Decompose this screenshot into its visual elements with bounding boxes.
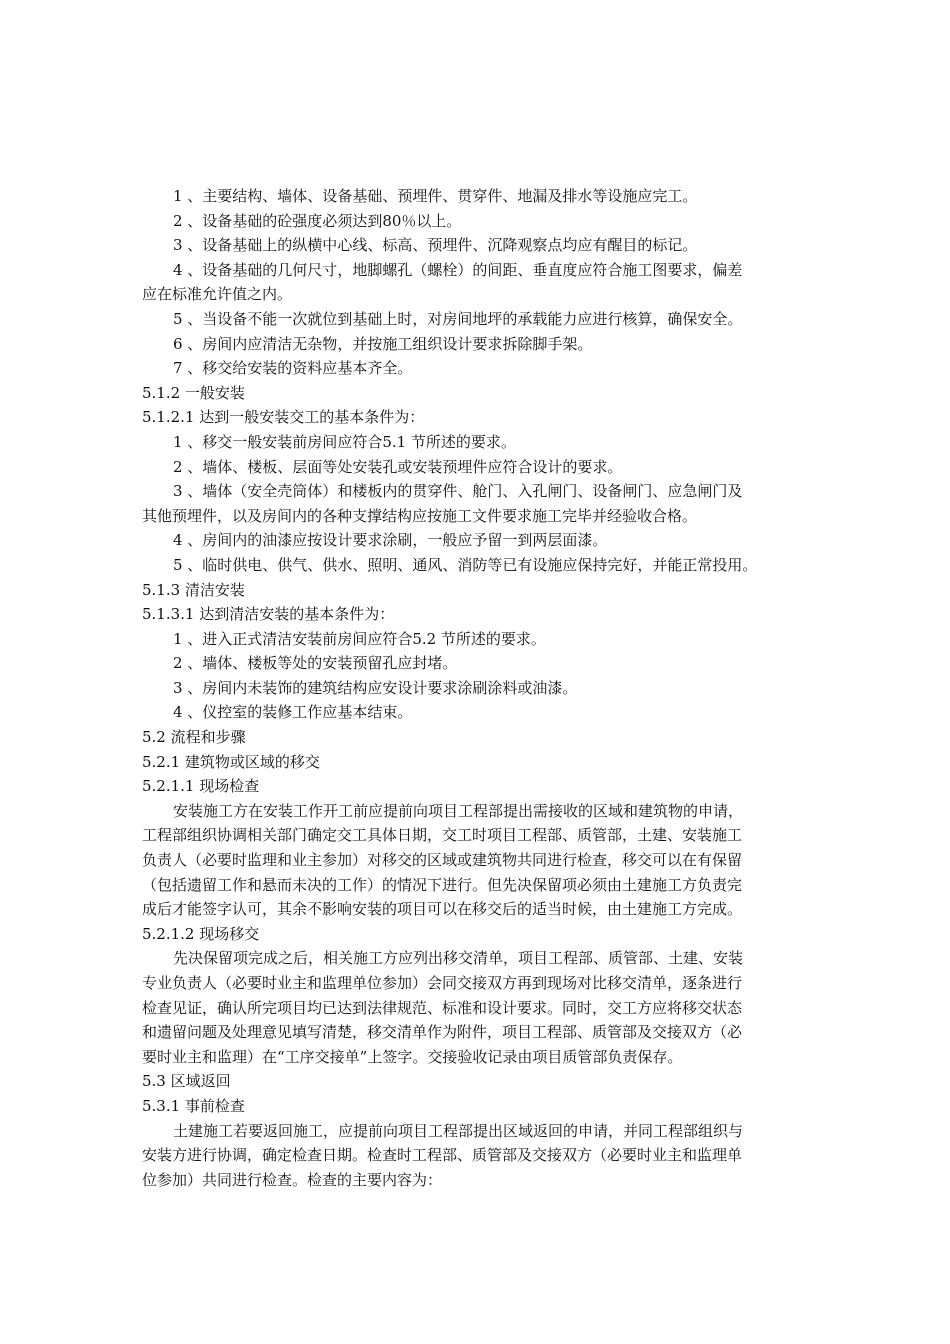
- text-line: 1 、移交一般安装前房间应符合5.1 节所述的要求。: [173, 432, 516, 451]
- text-line: 5.2.1.2 现场移交: [142, 924, 260, 943]
- text-line: 1 、主要结构、墙体、设备基础、预埋件、贯穿件、地漏及排水等设施应完工。: [173, 187, 698, 205]
- text-line: 其他预埋件，以及房间内的各种支撑结构应按施工文件要求施工完毕并经验收合格。: [142, 506, 698, 525]
- text-line: 4 、房间内的油漆应按设计要求涂刷，一般应予留一到两层面漆。: [173, 531, 608, 550]
- text-line: 5.2.1 建筑物或区域的移交: [142, 752, 320, 771]
- text-line: 专业负责人（必要时业主和监理单位参加）会同交接双方再到现场对比移交清单，逐条进行: [142, 974, 743, 992]
- text-line: 5.2 流程和步骤: [142, 728, 246, 747]
- text-line: 安装施工方在安装工作开工前应提前向项目工程部提出需接收的区域和建筑物的申请，: [173, 801, 744, 820]
- text-line: 先决保留项完成之后，相关施工方应列出移交清单，项目工程部、质管部、土建、安装: [173, 949, 744, 968]
- text-line: 工程部组织协调相关部门确定交工具体日期，交工时项目工程部、质管部，土建、安装施工: [142, 826, 743, 845]
- text-line: 位参加）共同进行检查。检查的主要内容为：: [142, 1170, 443, 1189]
- text-line: 6 、房间内应清洁无杂物，并按施工组织设计要求拆除脚手架。: [173, 334, 593, 353]
- text-line: 1 、进入正式清洁安装前房间应符合5.2 节所述的要求。: [173, 629, 546, 648]
- text-line: 检查见证，确认所完项目均已达到法律规范、标准和设计要求。同时，交工方应将移交状态: [142, 998, 743, 1017]
- text-line: 7 、移交给安装的资料应基本齐全。: [173, 359, 413, 378]
- text-line: 2 、墙体、楼板、层面等处安装孔或安装预埋件应符合设计的要求。: [173, 457, 623, 476]
- text-line: 成后才能签字认可，其余不影响安装的项目可以在移交后的适当时候，由土建施工方完成。: [142, 900, 743, 919]
- text-line: 3 、墙体（安全壳筒体）和楼板内的贯穿件、舱门、入孔闸门、设备闸门、应急闸门及: [173, 482, 743, 501]
- text-line: 5 、当设备不能一次就位到基础上时，对房间地坪的承载能力应进行核算，确保安全。: [173, 309, 743, 328]
- text-line: 和遗留问题及处理意见填写清楚，移交清单作为附件，项目工程部、质管部及交接双方（必: [142, 1023, 743, 1042]
- text-line: （包括遗留工作和悬而未决的工作）的情况下进行。但先决保留项必须由土建施工方负责完: [142, 875, 743, 894]
- text-line: 5.3.1 事前检查: [142, 1096, 245, 1115]
- text-line: 安装方进行协调，确定检查日期。检查时工程部、质管部及交接双方（必要时业主和监理单: [142, 1146, 743, 1165]
- text-line: 4 、设备基础的几何尺寸，地脚螺孔（螺栓）的间距、垂直度应符合施工图要求，偏差: [173, 260, 743, 279]
- text-line: 2 、墙体、楼板等处的安装预留孔应封堵。: [173, 654, 458, 673]
- text-line: 5.3 区域返回: [142, 1072, 231, 1091]
- document-body: [142, 184, 822, 1192]
- text-line: 5.1.2 一般安装: [142, 383, 245, 402]
- text-line: 5.1.3 清洁安装: [142, 580, 245, 599]
- text-line: 2 、设备基础的砼强度必须达到80％以上。: [173, 211, 462, 230]
- text-line: 要时业主和监理）在“工序交接单”上签字。交接验收记录由项目质管部负责保存。: [142, 1047, 683, 1066]
- text-line: 3 、设备基础上的纵横中心线、标高、预埋件、沉降观察点均应有醒目的标记。: [173, 236, 698, 255]
- text-line: 5.1.3.1 达到清洁安装的基本条件为：: [142, 605, 395, 624]
- text-line: 应在标准允许值之内。: [142, 285, 293, 304]
- text-line: 5.2.1.1 现场检查: [142, 777, 260, 796]
- text-line: 负责人（必要时监理和业主参加）对移交的区域或建筑物共同进行检查，移交可以在有保留: [142, 851, 743, 870]
- text-line: 土建施工若要返回施工，应提前向项目工程部提出区域返回的申请，并同工程部组织与: [173, 1121, 744, 1140]
- text-line: 5 、临时供电、供气、供水、照明、通风、消防等已有设施应保持完好，并能正常投用。: [173, 555, 758, 574]
- text-line: 3 、房间内未装饰的建筑结构应安设计要求涂刷涂料或油漆。: [173, 678, 578, 697]
- text-line: 5.1.2.1 达到一般安装交工的基本条件为：: [142, 408, 425, 427]
- text-line: 4 、仪控室的装修工作应基本结束。: [173, 703, 413, 722]
